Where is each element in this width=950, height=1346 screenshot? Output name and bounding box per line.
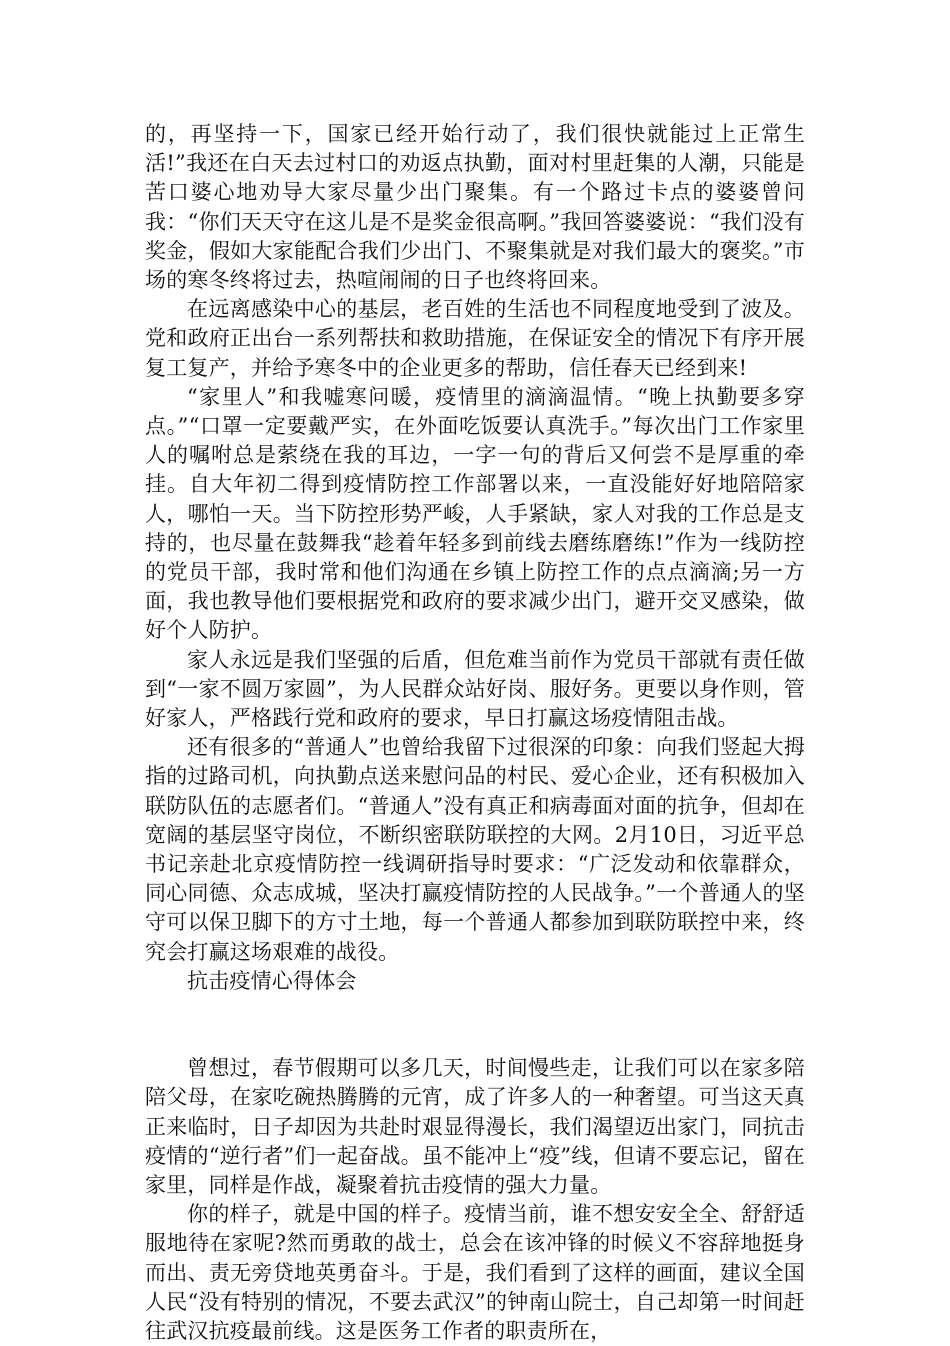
document-body bbox=[145, 120, 805, 1346]
paragraph: 你的样子，就是中国的样子。疫情当前，谁不想安安全全、舒舒适服地待在家呢?然而勇敢的战士，总会在该冲锋的时候义不容辞地挺身而出、责无旁贷地英勇奋斗。于是，我们看到了这样的画面，建议全国人民“没有特别的情况，不要去武汉”的钟南山院士，自己却第一时间赶往武汉抗疫最前线。这是医务工作者的职责所在， bbox=[145, 1202, 805, 1343]
paragraph: 还有很多的“普通人”也曾给我留下过很深的印象：向我们竖起大拇指的过路司机，向执勤点送来慰问品的村民、爱心企业，还有积极加入联防队伍的志愿者们。“普通人”没有真正和病毒面对面的抗争，但却在宽阔的基层坚守岗位，不断织密联防联控的大网。2月10日，习近平总书记亲赴北京疫情防控一线调研指导时要求：“广泛发动和依靠群众，同心同德、众志成城，坚决打赢疫情防控的人民战争。”一个普通人的坚守可以保卫脚下的方寸土地，每一个普通人都参加到联防联控中来，终究会打赢这场艰难的战役。 bbox=[145, 735, 805, 964]
section-heading: 抗击疫情心得体会 bbox=[187, 968, 357, 993]
paragraph-continuation: 的，再坚持一下，国家已经开始行动了，我们很快就能过上正常生活!”我还在白天去过村口的劝返点执勤，面对村里赶集的人潮，只能是苦口婆心地劝导大家尽量少出门聚集。有一个路过卡点的婆婆曾问我：“你们天天守在这儿是不是奖金很高啊。”我回答婆婆说：“我们没有奖金，假如大家能配合我们少出门、不聚集就是对我们最大的褒奖。”市场的寒冬终将过去，热喧闹闹的日子也终将回来。 bbox=[145, 122, 805, 293]
paragraph: 家人永远是我们坚强的后盾，但危难当前作为党员干部就有责任做到“一家不圆万家圆”，为人民群众站好岗、服好务。更要以身作则，管好家人，严格践行党和政府的要求，早日打赢这场疫情阻击战。 bbox=[145, 647, 805, 731]
section-spacer bbox=[145, 996, 805, 1054]
paragraph: “家里人”和我嘘寒问暖，疫情里的滴滴温情。“晚上执勤要多穿点。”“口罩一定要戴严实，在外面吃饭要认真洗手。”每次出门工作家里人的嘱咐总是萦绕在我的耳边，一字一句的背后又何尝不是厚重的牵挂。自大年初二得到疫情防控工作部署以来，一直没能好好地陪陪家人，哪怕一天。当下防控形势严峻，人手紧缺，家人对我的工作总是支持的，也尽量在鼓舞我“趁着年轻多到前线去磨练磨练!”作为一线防控的党员干部，我时常和他们沟通在乡镇上防控工作的点点滴滴;另一方面，我也教导他们要根据党和政府的要求减少出门，避开交叉感染，做好个人防护。 bbox=[145, 384, 805, 643]
paragraph: 在远离感染中心的基层，老百姓的生活也不同程度地受到了波及。党和政府正出台一系列帮扶和救助措施，在保证安全的情况下有序开展复工复产，并给予寒冬中的企业更多的帮助，信任春天已经到来! bbox=[145, 297, 805, 380]
paragraph: 曾想过，春节假期可以多几天，时间慢些走，让我们可以在家多陪陪父母，在家吃碗热腾腾的元宵，成了许多人的一种奢望。可当这天真正来临时，日子却因为共赴时艰显得漫长，我们渴望迈出家门，同抗击疫情的“逆行者”们一起奋战。虽不能冲上“疫”线，但请不要忘记，留在家里，同样是作战，凝聚着抗击疫情的强大力量。 bbox=[145, 1056, 805, 1197]
